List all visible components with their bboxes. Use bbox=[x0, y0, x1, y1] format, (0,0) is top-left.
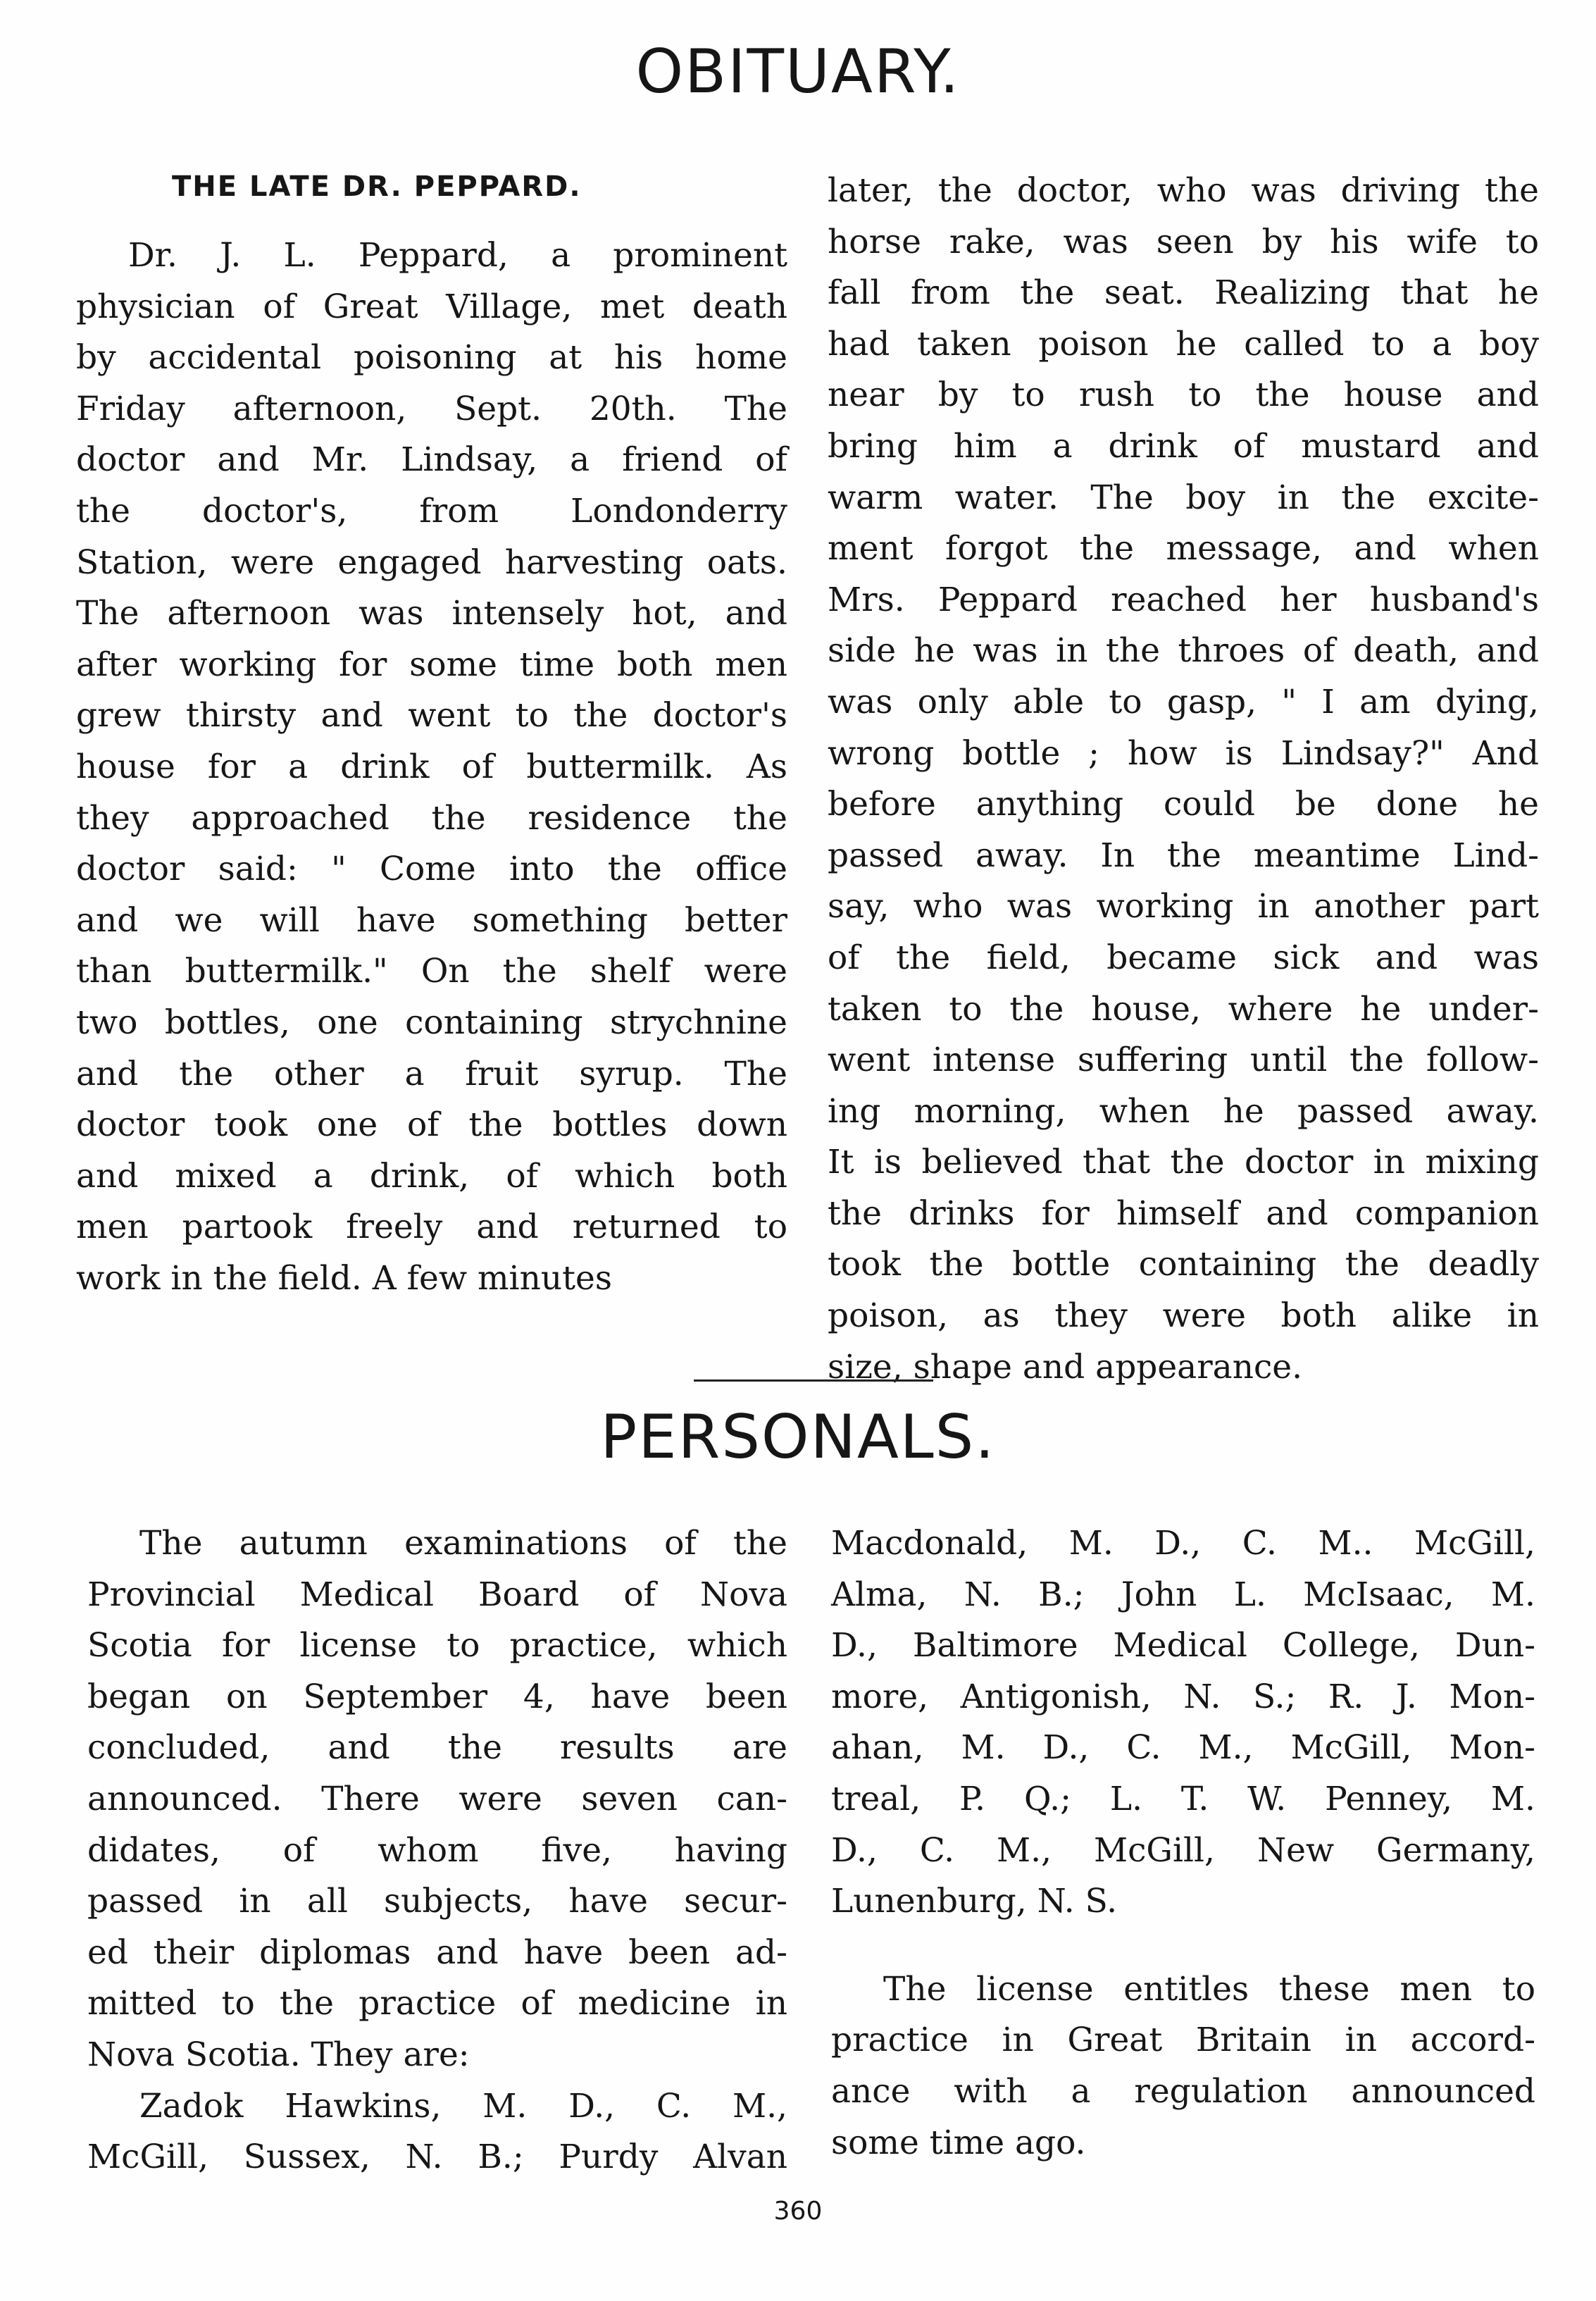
text-line: The afternoon was intensely hot, and bbox=[76, 594, 787, 633]
text-line: Macdonald, M. D., C. M.. McGill, bbox=[831, 1524, 1535, 1563]
page-number: 360 bbox=[773, 2197, 823, 2226]
text-line: had taken poison he called to a boy bbox=[828, 324, 1539, 364]
text-line: taken to the house, where he under- bbox=[828, 989, 1539, 1029]
text-line: Scotia for license to practice, which bbox=[87, 1626, 787, 1666]
text-line: ance with a regulation announced bbox=[831, 2071, 1535, 2111]
text-line: doctor took one of the bottles down bbox=[76, 1105, 787, 1145]
text-line: D., Baltimore Medical College, Dun- bbox=[831, 1626, 1535, 1666]
text-line: and mixed a drink, of which both bbox=[76, 1156, 787, 1196]
text-line: by accidental poisoning at his home bbox=[76, 338, 787, 378]
section-divider bbox=[694, 1379, 933, 1382]
article-subhead: THE LATE DR. PEPPARD. bbox=[172, 170, 582, 203]
text-line: treal, P. Q.; L. T. W. Penney, M. bbox=[831, 1779, 1535, 1818]
text-line: of the field, became sick and was bbox=[828, 938, 1539, 977]
text-line: house for a drink of buttermilk. As bbox=[76, 747, 787, 786]
obituary-paragraph-continued bbox=[828, 166, 1539, 1393]
text-line: size, shape and appearance. bbox=[828, 1347, 1303, 1387]
personals-left-column bbox=[87, 1518, 787, 2183]
text-line: D., C. M., McGill, New Germany, bbox=[831, 1830, 1535, 1870]
text-line: bring him a drink of mustard and bbox=[828, 426, 1539, 466]
text-line: some time ago. bbox=[831, 2123, 1086, 2162]
text-line: It is believed that the doctor in mixing bbox=[828, 1143, 1539, 1182]
text-line: physician of Great Village, met death bbox=[76, 287, 787, 326]
obituary-right-column bbox=[828, 166, 1539, 1393]
text-line: Station, were engaged harvesting oats. bbox=[76, 542, 787, 582]
obituary-paragraph bbox=[76, 230, 787, 1304]
text-line: doctor said: " Come into the office bbox=[76, 850, 787, 889]
text-line: poison, as they were both alike in bbox=[828, 1296, 1539, 1336]
text-line: the doctor's, from Londonderry bbox=[76, 491, 787, 531]
text-line: ed their diplomas and have been ad- bbox=[87, 1933, 787, 1972]
text-line: announced. There were seven can- bbox=[87, 1779, 787, 1818]
text-line: Mrs. Peppard reached her husband's bbox=[828, 580, 1539, 619]
text-line: The autumn examinations of the bbox=[139, 1524, 787, 1563]
text-line: than buttermilk." On the shelf were bbox=[76, 952, 787, 991]
text-line: men partook freely and returned to bbox=[76, 1208, 787, 1247]
text-line: concluded, and the results are bbox=[87, 1728, 787, 1768]
text-line: warm water. The boy in the excite- bbox=[828, 478, 1539, 517]
text-line: Dr. J. L. Peppard, a prominent bbox=[128, 236, 787, 275]
text-line: horse rake, was seen by his wife to bbox=[828, 222, 1539, 261]
text-line: wrong bottle ; how is Lindsay?" And bbox=[828, 733, 1539, 773]
text-line: Nova Scotia. They are: bbox=[87, 2035, 470, 2074]
text-line: took the bottle containing the deadly bbox=[828, 1245, 1539, 1284]
personals-paragraph bbox=[87, 1518, 787, 2081]
text-line: and we will have something better bbox=[76, 900, 787, 940]
text-line: two bottles, one containing strychnine bbox=[76, 1003, 787, 1042]
text-line: side he was in the throes of death, and bbox=[828, 631, 1539, 671]
text-line: began on September 4, have been bbox=[87, 1677, 787, 1716]
personals-title: PERSONALS. bbox=[600, 1402, 996, 1472]
personals-names-paragraph bbox=[87, 2081, 787, 2183]
text-line: Alma, N. B.; John L. McIsaac, M. bbox=[831, 1575, 1535, 1614]
text-line: mitted to the practice of medicine in bbox=[87, 1984, 787, 2023]
text-line: practice in Great Britain in accord- bbox=[831, 2021, 1535, 2060]
text-line: fall from the seat. Realizing that he bbox=[828, 273, 1539, 313]
text-line: work in the field. A few minutes bbox=[76, 1258, 612, 1298]
text-line: went intense suffering until the follow- bbox=[828, 1041, 1539, 1080]
text-line: near by to rush to the house and bbox=[828, 376, 1539, 415]
text-line: Zadok Hawkins, M. D., C. M., bbox=[139, 2086, 787, 2126]
text-line: doctor and Mr. Lindsay, a friend of bbox=[76, 440, 787, 480]
text-line: Lunenburg, N. S. bbox=[831, 1882, 1118, 1921]
text-line: passed in all subjects, have secur- bbox=[87, 1882, 787, 1921]
text-line: ment forgot the message, and when bbox=[828, 529, 1539, 569]
text-line: was only able to gasp, " I am dying, bbox=[828, 682, 1539, 721]
text-line: passed away. In the meantime Lind- bbox=[828, 836, 1539, 875]
text-line: ing morning, when he passed away. bbox=[828, 1091, 1539, 1131]
text-line: the drinks for himself and companion bbox=[828, 1193, 1539, 1233]
personals-license-paragraph bbox=[831, 1964, 1535, 2169]
text-line: didates, of whom five, having bbox=[87, 1830, 787, 1870]
text-line: McGill, Sussex, N. B.; Purdy Alvan bbox=[87, 2138, 787, 2177]
text-line: ahan, M. D., C. M., McGill, Mon- bbox=[831, 1728, 1535, 1768]
text-line: grew thirsty and went to the doctor's bbox=[76, 696, 787, 736]
text-line: and the other a fruit syrup. The bbox=[76, 1054, 787, 1093]
paragraph-gap bbox=[831, 1928, 1535, 1964]
text-line: Provincial Medical Board of Nova bbox=[87, 1575, 787, 1614]
text-line: Friday afternoon, Sept. 20th. The bbox=[76, 389, 787, 428]
text-line: say, who was working in another part bbox=[828, 887, 1539, 926]
personals-right-column bbox=[831, 1518, 1535, 2169]
text-line: later, the doctor, who was driving the bbox=[828, 171, 1539, 210]
text-line: The license entitles these men to bbox=[883, 1969, 1535, 2009]
personals-names-continued bbox=[831, 1518, 1535, 1928]
obituary-title: OBITUARY. bbox=[635, 37, 961, 107]
text-line: before anything could be done he bbox=[828, 785, 1539, 824]
text-line: after working for some time both men bbox=[76, 645, 787, 684]
text-line: more, Antigonish, N. S.; R. J. Mon- bbox=[831, 1677, 1535, 1716]
text-line: they approached the residence the bbox=[76, 798, 787, 838]
obituary-left-column bbox=[76, 166, 787, 1304]
